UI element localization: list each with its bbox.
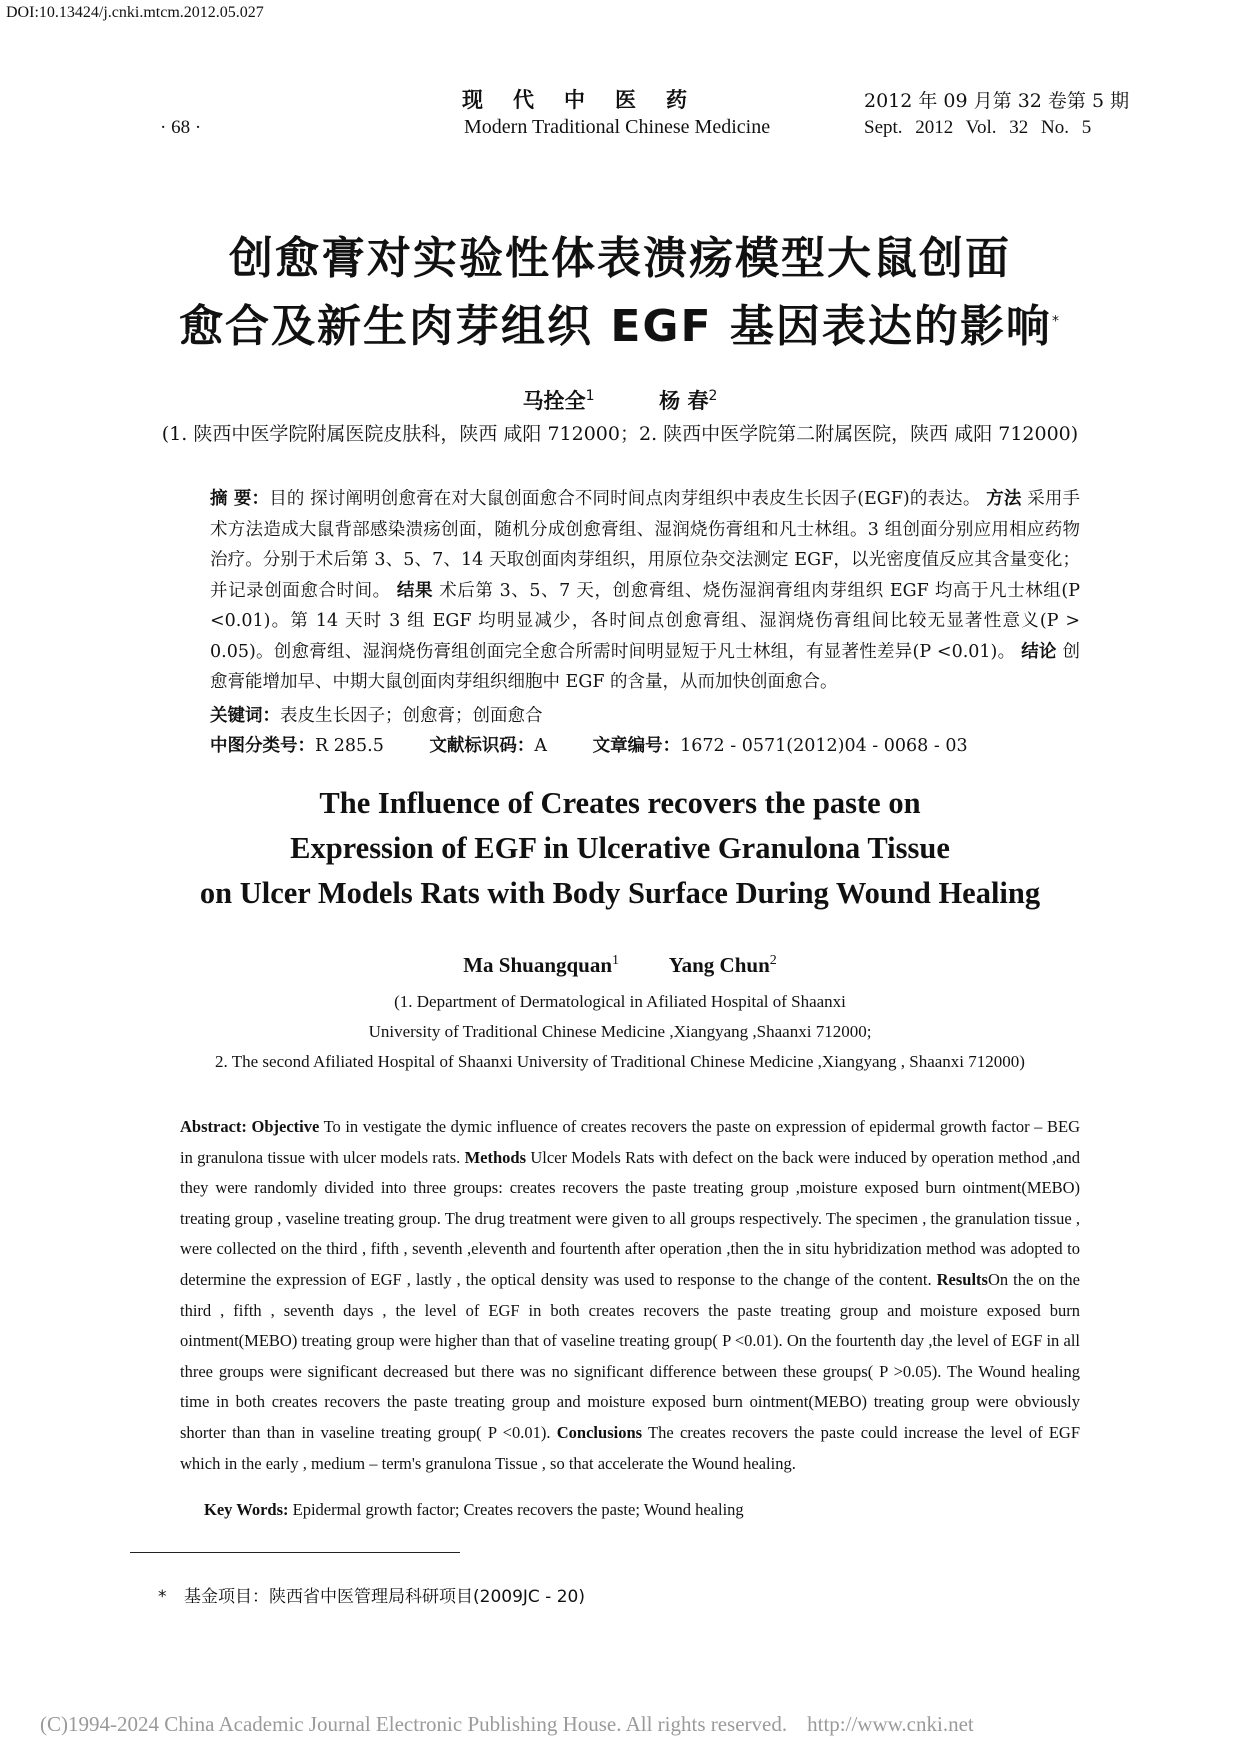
- abstract-cn-methods: 采用手术方法造成大鼠背部感染溃疡创面，随机分成创愈膏组、湿润烧伤膏组和凡士林组。3 组创面分别应用相应药物治疗。分别于术后第 3、5、7、14 天取创面肉芽组织，用原位杂交法测定 EGF，以光密度值反应其含量变化；并记录创面愈合时间。: [210, 489, 1081, 601]
- abstract-en-objective-label: Objective: [251, 1117, 320, 1136]
- abstract-en-methods: Ulcer Models Rats with defect on the back were induced by operation method ,and they were randomly divided into three groups: creates recovers the paste treating group ,moisture exposed burn ointment(MEBO) treating group , vaseline treating group. The drug treatment were given to all groups respectively. The specimen , the granulation tissue , were collected on the third , fifth , seventh ,eleventh and fourtenth after operation ,then the in situ hybridization method was adopted to determine the expression of EGF , lastly , the optical density was used to response to the change of the content.: [180, 1147, 1081, 1289]
- author-en-2: Yang Chun: [668, 953, 770, 977]
- clc-value: R 285.5: [315, 736, 384, 756]
- authors-cn: [0, 385, 1240, 415]
- copyright-notice: [40, 1712, 974, 1737]
- affiliation-cn: (1. 陕西中医学院附属医院皮肤科，陕西 咸阳 712000；2. 陕西中医学院第二附属医院，陕西 咸阳 712000): [161, 423, 1079, 445]
- abstract-en-conclusions: The creates recovers the paste could increase the level of EGF which in the early , medium – term's granulona Tissue , so that accelerate the Wound healing.: [180, 1422, 1081, 1473]
- doi-text: DOI:10.13424/j.cnki.mtcm.2012.05.027: [6, 4, 264, 21]
- author-cn-2: 杨 春: [659, 389, 709, 413]
- issue-info-en: Sept. 2012 Vol. 32 No. 5: [864, 117, 1092, 138]
- abstract-cn-methods-label: 方法: [986, 489, 1022, 509]
- keywords-en-label: Key Words:: [204, 1500, 289, 1519]
- keywords-en-text: Epidermal growth factor; Creates recovers the paste; Wound healing: [292, 1500, 744, 1519]
- paper-title-cn-line2: [0, 290, 1240, 354]
- journal-title-cn: 现代中医药: [462, 88, 717, 112]
- authors-en: [0, 953, 1240, 978]
- abstract-en-results: On the on the third , fifth , seventh days , the level of EGF in both creates recovers the paste treating group and moisture exposed burn ointment(MEBO) treating group were higher than that of vaseline treating group( P <0.01). On the fourtenth day ,the level of EGF in all three groups were significant decreased but there was no significant difference between these groups( P >0.05). The Wound healing time in both creates recovers the paste treating group and moisture exposed burn ointment(MEBO) treating group were obviously shorter than than in vaseline treating group( P <0.01).: [180, 1269, 1081, 1442]
- abstract-cn-objective: 目的 探讨阐明创愈膏在对大鼠创面愈合不同时间点肉芽组织中表皮生长因子(EGF)的表达。: [269, 489, 981, 509]
- author-en-1-sup: 1: [612, 953, 620, 968]
- keywords-cn: [210, 702, 543, 727]
- classification-cn: [210, 732, 1008, 757]
- author-cn-1: 马拴全: [522, 389, 586, 413]
- author-en-1: Ma Shuangquan: [463, 953, 613, 977]
- abstract-cn-conclusion-label: 结论: [1021, 641, 1057, 662]
- abstract-cn-results-label: 结果: [396, 580, 434, 601]
- doc-code-label: 文献标识码：: [429, 736, 535, 756]
- author-cn-1-sup: 1: [585, 388, 595, 404]
- paper-title-cn-line1: 创愈膏对实验性体表溃疡模型大鼠创面: [229, 233, 1011, 284]
- paper-title-en-line2: Expression of EGF in Ulcerative Granulona Tissue: [290, 831, 950, 865]
- abstract-en: [180, 1112, 1080, 1479]
- footnote-mark: *: [158, 1587, 167, 1607]
- abstract-en-objective: To in vestigate the dymic influence of creates recovers the paste on expression of epidermal growth factor – BEG in granulona tissue with ulcer models rats.: [180, 1117, 1081, 1167]
- keywords-cn-label: 关键词：: [210, 706, 280, 726]
- paper-title-en-line1: The Influence of Creates recovers the paste on: [319, 786, 921, 820]
- journal-title-en: Modern Traditional Chinese Medicine: [464, 116, 771, 138]
- copyright-text: (C)1994-2024 China Academic Journal Electronic Publishing House. All rights reserved.: [40, 1712, 788, 1736]
- author-cn-2-sup: 2: [708, 388, 718, 404]
- abstract-en-label: Abstract:: [180, 1117, 247, 1136]
- clc-label: 中图分类号：: [210, 736, 315, 756]
- keywords-cn-text: 表皮生长因子；创愈膏；创面愈合: [280, 706, 543, 726]
- copyright-url[interactable]: http://www.cnki.net: [807, 1712, 974, 1736]
- page-number: · 68 ·: [160, 117, 202, 138]
- author-en-2-sup: 2: [769, 953, 777, 968]
- affiliation-en-line3: 2. The second Afiliated Hospital of Shaanxi University of Traditional Chinese Medicine ,Xiangyang , Shaanxi 712000): [215, 1052, 1025, 1071]
- footnote-divider: [130, 1552, 460, 1553]
- paper-title-en-line3: on Ulcer Models Rats with Body Surface During Wound Healing: [199, 876, 1041, 910]
- abstract-cn-conclusion: 创愈膏能增加早、中期大鼠创面肉芽组织细胞中 EGF 的含量，从而加快创面愈合。: [210, 641, 1080, 692]
- abstract-en-conclusions-label: Conclusions: [556, 1422, 643, 1442]
- abstract-cn: [210, 484, 1080, 698]
- affiliation-en-line2: University of Traditional Chinese Medicine ,Xiangyang ,Shaanxi 712000;: [368, 1022, 872, 1041]
- doc-code-value: A: [534, 736, 548, 756]
- abstract-en-methods-label: Methods: [464, 1147, 527, 1167]
- funding-footnote-text: 基金项目：陕西省中医管理局科研项目(2009JC - 20): [184, 1587, 585, 1607]
- abstract-en-results-label: Results: [936, 1269, 988, 1289]
- article-number-value: 1672 - 0571(2012)04 - 0068 - 03: [680, 736, 968, 756]
- article-number-label: 文章编号：: [592, 736, 681, 756]
- affiliation-en-line1: (1. Department of Dermatological in Afiliated Hospital of Shaanxi: [394, 992, 846, 1011]
- keywords-en: [204, 1500, 744, 1520]
- abstract-cn-results: 术后第 3、5、7 天，创愈膏组、烧伤湿润膏组肉芽组织 EGF 均高于凡士林组(P <0.01)。第 14 天时 3 组 EGF 均明显减少，各时间点创愈膏组、湿润烧伤膏组间比较无显著性意义(P > 0.05)。创愈膏组、湿润烧伤膏组创面完全愈合所需时间明显短于凡士林组，有显著性差异(P <0.01)。: [210, 580, 1080, 662]
- paper-title-cn-line2-text: 愈合及新生肉芽组织 EGF 基因表达的影响: [179, 301, 1052, 352]
- issue-info-cn: 2012 年 09 月第 32 卷第 5 期: [864, 90, 1130, 112]
- title-footnote-mark: *: [1051, 313, 1061, 330]
- abstract-cn-label: 摘 要：: [210, 489, 270, 509]
- funding-footnote: [158, 1582, 585, 1607]
